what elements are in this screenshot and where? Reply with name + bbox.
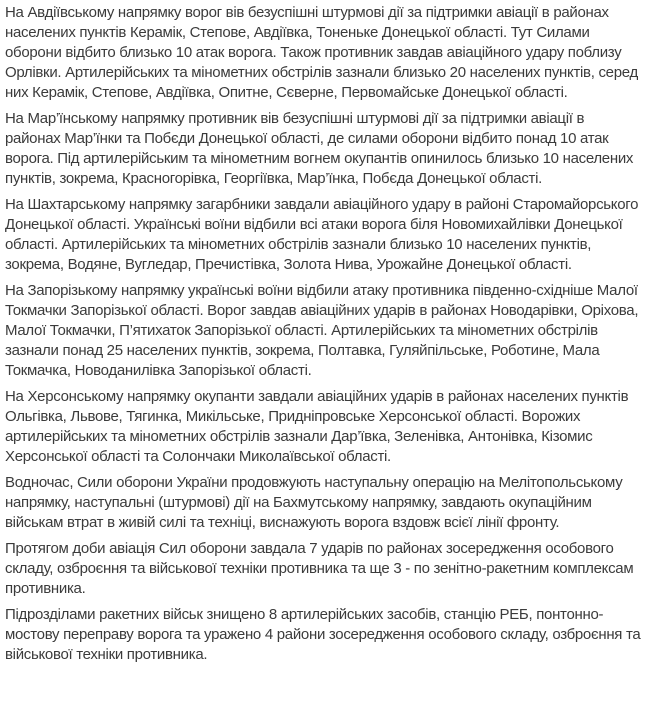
paragraph-kherson-direction: На Херсонському напрямку окупанти завдали авіаційних ударів в районах населених пунктів Ольгівка, Львове, Тягинка, Микільське, Придніпровське Херсонської області. Ворожих артилерійських та мінометних обстрілів зазнали Дар’ївка, Зеленівка, Антонівка, Кізомис Херсонської області та Солончаки Миколаївської області. (5, 388, 629, 465)
paragraph-aviation-strikes: Протягом доби авіація Сил оборони завдала 7 ударів по районах зосередження особового складу, озброєння та військової техніки противника та ще 3 - по зенітно-ракетним комплексам противника. (5, 540, 634, 597)
paragraph-avdiivka-direction: На Авдіївському напрямку ворог вів безуспішні штурмові дії за підтримки авіації в районах населених пунктів Керамік, Степове, Авдіївка, Тоненьке Донецької області. Тут Силами оборони відбито близько 10 атак ворога. Також противник завдав авіаційного удару поблизу Орлівки. Артилерійських та мінометних обстрілів зазнали близько 20 населених пунктів, серед них Керамік, Степове, Авдіївка, Опитне, Сєверне, Первомайське Донецької області. (5, 4, 638, 101)
paragraph-marinka-direction: На Мар’їнському напрямку противник вів безуспішні штурмові дії за підтримки авіації в районах Мар’їнки та Побєди Донецької області, де силами оборони відбито понад 10 атак ворога. Під артилерійським та мінометним вогнем окупантів опинилось близько 10 населених пунктів, зокрема, Красногорівка, Георгіївка, Мар’їнка, Побєда Донецької області. (5, 110, 634, 187)
paragraph-missile-forces: Підрозділами ракетних військ знищено 8 артилерійських засобів, станцію РЕБ, понтонно-мостову переправу ворога та уражено 4 райони зосередження особового складу, озброєння та військової техніки противника. (5, 606, 641, 663)
paragraph-offensive-operations: Водночас, Сили оборони України продовжують наступальну операцію на Мелітопольському напрямку, наступальні (штурмові) дії на Бахмутському напрямку, завдають окупаційним військам втрат в живій силі та техніці, виснажують ворога вздовж всієї лінії фронту. (5, 474, 623, 531)
paragraph-shakhtarsk-direction: На Шахтарському напрямку загарбники завдали авіаційного удару в районі Старомайорського Донецької області. Українські воїни відбили всі атаки ворога біля Новомихайлівки Донецької області. Артилерійських та мінометних обстрілів зазнали близько 10 населених пунктів, зокрема, Водяне, Вугледар, Пречистівка, Золота Нива, Урожайне Донецької області. (5, 196, 639, 273)
paragraph-zaporizhzhia-direction: На Запорізькому напрямку українські воїни відбили атаку противника південно-східніше Малої Токмачки Запорізької області. Ворог завдав авіаційних ударів в районах Новодарівки, Оріхова, Малої Токмачки, П’ятихаток Запорізької області. Артилерійських та мінометних обстрілів зазнали понад 25 населених пунктів, зокрема, Полтавка, Гуляйпільське, Роботине, Мала Токмачка, Новоданилівка Запорізької області. (5, 282, 639, 379)
